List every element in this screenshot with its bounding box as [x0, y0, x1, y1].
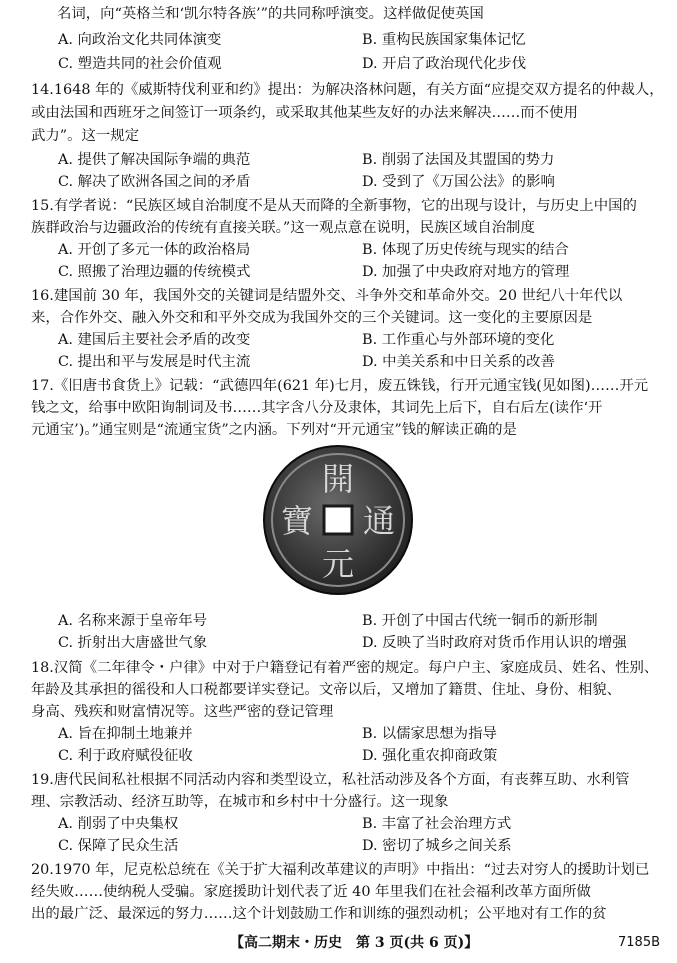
q16-option-c: C. 提出和平与发展是时代主流: [58, 354, 251, 370]
q13-option-b: B. 重构民族国家集体记忆: [362, 32, 526, 48]
q15-option-c: C. 照搬了治理边疆的传统模式: [58, 264, 251, 280]
q18-stem-line-3: 身高、残疾和财富情况等。这些严密的登记管理: [31, 704, 334, 720]
q16-option-d: D. 中美关系和中日关系的改善: [362, 354, 555, 370]
q19-option-d: D. 密切了城乡之间关系: [362, 838, 512, 854]
q17-stem-line-3: 元通宝’)。”通宝则是“流通宝货”之内涵。下列对“开元通宝”钱的解读正确的是: [31, 422, 517, 438]
q14-stem-line-3: 武力”。这一规定: [31, 128, 140, 144]
coin-char-top: 開: [321, 460, 355, 498]
q14-option-b: B. 削弱了法国及其盟国的势力: [362, 152, 555, 168]
coin-char-bottom: 元: [321, 545, 355, 583]
q15-option-b: B. 体现了历史传统与现实的结合: [362, 242, 569, 258]
q15-option-a: A. 开创了多元一体的政治格局: [58, 242, 251, 258]
q17-option-d: D. 反映了当时政府对货币作用认识的增强: [362, 635, 627, 651]
q17-option-c: C. 折射出大唐盛世气象: [58, 635, 208, 651]
q14-stem-line-2: 或由法国和西班牙之间签订一项条约，或采取其他某些友好的办法来解决……而不使用: [31, 105, 578, 121]
q13-option-d: D. 开启了政治现代化步伐: [362, 56, 527, 72]
q17-option-b: B. 开创了中国古代统一铜币的新形制: [362, 613, 598, 629]
kaiyuan-tongbao-coin-image: [262, 444, 414, 596]
q13-option-c: C. 塑造共同的社会价值观: [58, 56, 222, 72]
q16-option-a: A. 建国后主要社会矛盾的改变: [58, 332, 251, 348]
q14-option-d: D. 受到了《万国公法》的影响: [362, 174, 555, 190]
q16-option-b: B. 工作重心与外部环境的变化: [362, 332, 555, 348]
q18-stem-line-1: 18.汉简《二年律令・户律》中对于户籍登记有着严密的规定。每户户主、家庭成员、姓名、性别、: [31, 660, 659, 676]
q15-stem-line-2: 族群政治与边疆政治的传统有直接关联。”这一观点意在说明，民族区域自治制度: [31, 220, 535, 236]
coin-char-left: 寶: [280, 502, 314, 540]
q17-stem-line-1: 17.《旧唐书食货上》记载：“武德四年(621 年)七月，废五铢钱，行开元通宝钱(见如图)……开元: [31, 378, 649, 394]
q19-option-c: C. 保障了民众生活: [58, 838, 179, 854]
q16-stem-line-1: 16.建国前 30 年，我国外交的关键词是结盟外交、斗争外交和革命外交。20 世纪八十年代以: [31, 288, 623, 304]
q18-option-a: A. 旨在抑制土地兼并: [58, 726, 193, 742]
q13-stem-line: 名词，向“英格兰和‘凯尔特各族’”的共同称呼演变。这样做促使英国: [57, 6, 484, 22]
q16-stem-line-2: 来，合作外交、融入外交和和平外交成为我国外交的三个关键词。这一变化的主要原因是: [31, 310, 593, 326]
q19-stem-line-1: 19.唐代民间私社根据不同活动内容和类型设立，私社活动涉及各个方面，有丧葬互助、水利管: [31, 772, 630, 788]
q20-stem-line-1: 20.1970 年，尼克松总统在《关于扩大福利改革建议的声明》中指出：“过去对穷人的援助计划已: [31, 862, 650, 878]
page-footer-title: 【高二期末・历史 第 3 页(共 6 页)】: [230, 935, 479, 951]
q18-option-b: B. 以儒家思想为指导: [362, 726, 497, 742]
q17-stem-line-2: 钱之文，给事中欧阳询制词及书……其字含八分及隶体，其词先上后下，自右后左(读作‘开: [31, 400, 603, 416]
q19-option-b: B. 丰富了社会治理方式: [362, 816, 512, 832]
q18-stem-line-2: 年龄及其承担的徭役和人口税都要详实登记。文帝以后，又增加了籍贯、住址、身份、相貌、: [31, 682, 622, 698]
q18-option-c: C. 利于政府赋役征收: [58, 748, 193, 764]
q14-option-a: A. 提供了解决国际争端的典范: [58, 152, 251, 168]
q14-option-c: C. 解决了欧洲各国之间的矛盾: [58, 174, 251, 190]
q17-option-a: A. 名称来源于皇帝年号: [58, 613, 208, 629]
q20-stem-line-3: 出的最广泛、最深远的努力……这个计划鼓励工作和训练的强烈动机；公平地对有工作的贫: [31, 906, 607, 922]
q13-option-a: A. 向政治文化共同体演变: [58, 32, 222, 48]
q15-option-d: D. 加强了中央政府对地方的管理: [362, 264, 570, 280]
q15-stem-line-1: 15.有学者说：“民族区域自治制度不是从天而降的全新事物，它的出现与设计，与历史上中国的: [31, 198, 637, 214]
q18-option-d: D. 强化重农抑商政策: [362, 748, 498, 764]
q14-stem-line-1: 14.1648 年的《威斯特伐利亚和约》提出：为解决洛林问题，有关方面“应提交双方提名的仲裁人，: [31, 82, 664, 98]
q20-stem-line-2: 经失败……使纳税人受骗。家庭援助计划代表了近 40 年里我们在社会福利改革方面所做: [31, 884, 591, 900]
paper-code: 7185B: [618, 935, 661, 950]
q19-option-a: A. 削弱了中央集权: [58, 816, 179, 832]
q19-stem-line-2: 理、宗教活动、经济互助等，在城市和乡村中十分盛行。这一现象: [31, 794, 449, 810]
coin-char-right: 通: [362, 502, 396, 540]
